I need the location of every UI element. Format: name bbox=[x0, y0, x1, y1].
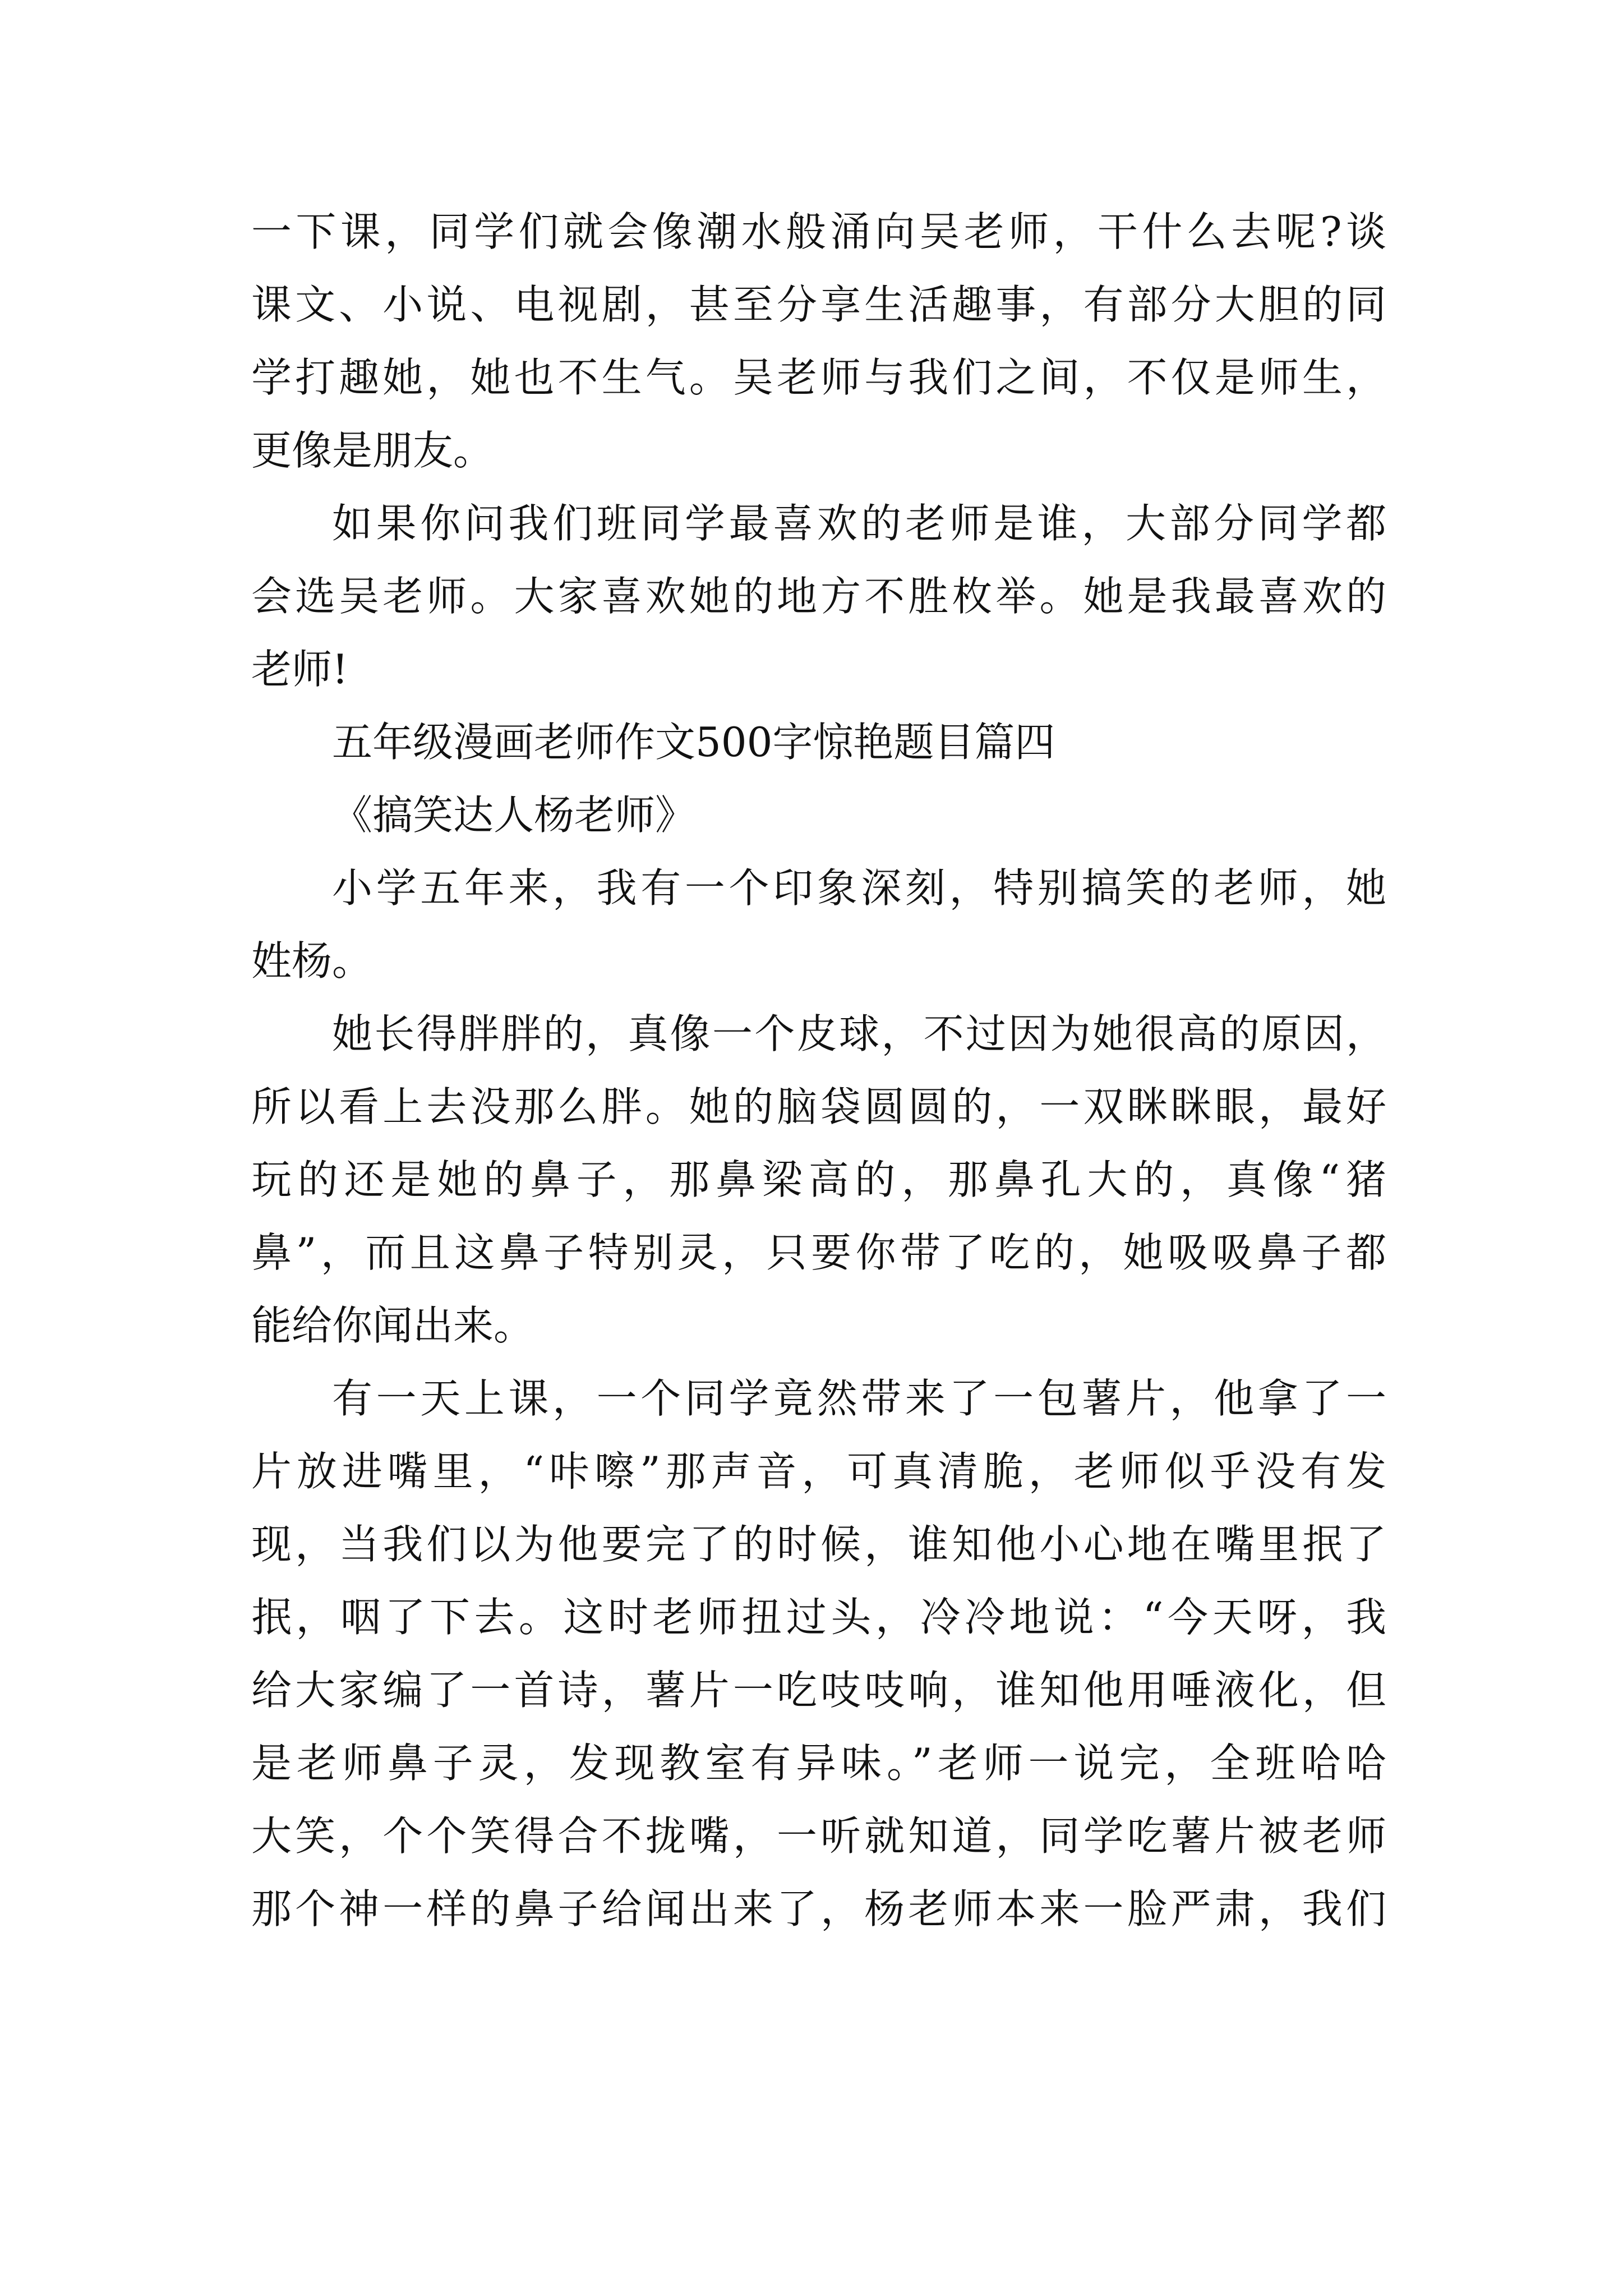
body-line-16: 能给你闻出来。 bbox=[251, 1302, 534, 1349]
body-line-23: 大笑，个个笑得合不拢嘴，一听就知道，同学吃薯片被老师 bbox=[251, 1812, 1386, 1860]
body-line-7: 老师! bbox=[251, 646, 348, 693]
body-line-1: 一下课，同学们就会像潮水般涌向吴老师，干什么去呢?谈 bbox=[251, 208, 1386, 255]
body-line-17: 有一天上课，一个同学竟然带来了一包薯片，他拿了一 bbox=[332, 1375, 1386, 1422]
body-line-5: 如果你问我们班同学最喜欢的老师是谁，大部分同学都 bbox=[332, 500, 1386, 547]
body-line-24: 那个神一样的鼻子给闻出来了，杨老师本来一脸严肃，我们 bbox=[251, 1885, 1386, 1932]
body-line-18: 片放进嘴里，“咔嚓”那声音，可真清脆，老师似乎没有发 bbox=[251, 1448, 1386, 1495]
document-body bbox=[251, 195, 1386, 1945]
body-line-12: 她长得胖胖的，真像一个皮球，不过因为她很高的原因， bbox=[332, 1010, 1386, 1057]
body-line-3: 学打趣她，她也不生气。吴老师与我们之间，不仅是师生， bbox=[251, 354, 1386, 401]
section-heading: 五年级漫画老师作文500字惊艳题目篇四 bbox=[332, 719, 1055, 766]
body-line-22: 是老师鼻子灵，发现教室有异味。”老师一说完，全班哈哈 bbox=[251, 1740, 1386, 1787]
body-line-14: 玩的还是她的鼻子，那鼻梁高的，那鼻孔大的，真像“猪 bbox=[251, 1156, 1386, 1203]
body-line-13: 所以看上去没那么胖。她的脑袋圆圆的，一双眯眯眼，最好 bbox=[251, 1083, 1386, 1130]
body-line-19: 现，当我们以为他要完了的时候，谁知他小心地在嘴里抿了 bbox=[251, 1521, 1386, 1568]
body-line-20: 抿，咽了下去。这时老师扭过头，冷冷地说：“今天呀，我 bbox=[251, 1594, 1386, 1641]
body-line-15: 鼻”，而且这鼻子特别灵，只要你带了吃的，她吸吸鼻子都 bbox=[251, 1229, 1386, 1276]
body-line-6: 会选吴老师。大家喜欢她的地方不胜枚举。她是我最喜欢的 bbox=[251, 573, 1386, 620]
essay-title: 《搞笑达人杨老师》 bbox=[332, 792, 696, 839]
body-line-21: 给大家编了一首诗，薯片一吃吱吱响，谁知他用唾液化，但 bbox=[251, 1667, 1386, 1714]
body-line-4: 更像是朋友。 bbox=[251, 427, 494, 474]
body-line-10: 小学五年来，我有一个印象深刻，特别搞笑的老师，她 bbox=[332, 864, 1386, 912]
body-line-2: 课文、小说、电视剧，甚至分享生活趣事，有部分大胆的同 bbox=[251, 281, 1386, 328]
body-line-11: 姓杨。 bbox=[251, 937, 373, 984]
